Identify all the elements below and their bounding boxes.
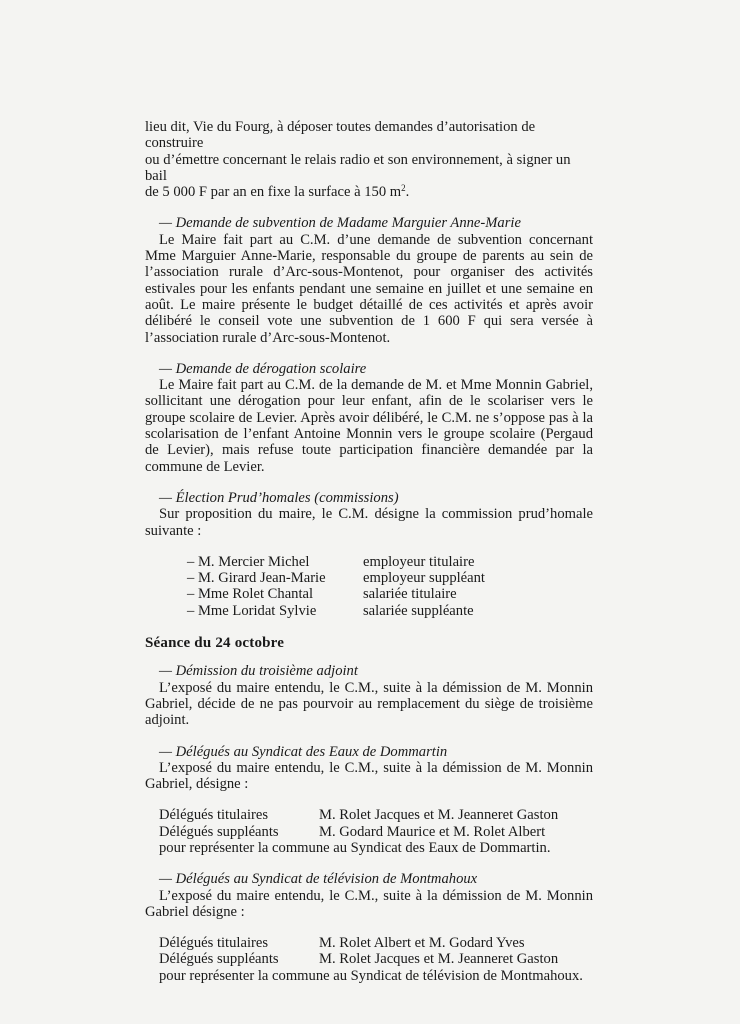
delegate-value: M. Rolet Jacques et M. Jeanneret Gaston	[319, 951, 559, 968]
intro-line-3	[145, 184, 593, 200]
list-item	[187, 603, 593, 619]
section-subvention	[145, 215, 593, 345]
member-role: employeur titulaire	[363, 553, 475, 570]
section-demission	[145, 663, 593, 728]
section-title: — Élection Prud’homales (commissions)	[159, 489, 399, 506]
member-name: – Mme Loridat Sylvie	[187, 602, 317, 619]
intro-superscript: 2	[401, 183, 406, 194]
intro-line-3-text: de 5 000 F par an en fixe la surface à 150 m	[145, 184, 402, 201]
section-title: — Demande de subvention de Madame Marguier Anne-Marie	[159, 215, 521, 232]
intro-line-2: ou d’émettre concernant le relais radio et son environnement, à signer un bail	[145, 151, 571, 184]
member-name: – M. Mercier Michel	[187, 553, 310, 570]
delegate-label: Délégués titulaires	[159, 807, 269, 824]
member-name: – Mme Rolet Chantal	[187, 586, 314, 603]
delegate-label: Délégués suppléants	[159, 951, 279, 968]
delegate-label: Délégués suppléants	[159, 823, 279, 840]
delegates-table	[145, 807, 593, 856]
section-body: Sur proposition du maire, le C.M. désigne la commission prud’homale suivante :	[145, 506, 593, 539]
delegate-value: M. Rolet Albert et M. Godard Yves	[319, 935, 525, 952]
member-role: salariée suppléante	[363, 602, 474, 619]
section-body: Le Maire fait part au C.M. d’une demande de subvention concernant Mme Marguier Anne-Marie, responsable du groupe de parents au sein de l’association rurale d’Arc-sous-Montenot, pour organiser des activités estivales pour les enfants pendant une semaine en juillet et une semaine en août. Le maire présente le budget détaillé de ces activités et après avoir délibéré le conseil vote une subvention de 1 600 F qui sera versée à l’association rurale d’Arc-sous-Montenot.	[145, 231, 593, 346]
delegates-closing: pour représenter la commune au Syndicat de télévision de Montmahoux.	[159, 967, 583, 984]
section-title: — Délégués au Syndicat de télévision de Montmahoux	[159, 871, 478, 888]
document-body	[145, 119, 593, 984]
section-election	[145, 490, 593, 619]
section-body: Le Maire fait part au C.M. de la demande de M. et Mme Monnin Gabriel, sollicitant une dérogation pour leur enfant, afin de le scolariser vers le groupe scolaire de Levier. Après avoir délibéré, le C.M. ne s’oppose pas à la scolarisation de l’enfant Antoine Monnin vers le groupe scolaire (Pergaud de Levier), mais refuse toute participation financière demandée par la commune de Levier.	[145, 377, 593, 475]
delegates-closing: pour représenter la commune au Syndicat des Eaux de Dommartin.	[159, 839, 551, 856]
member-role: salariée titulaire	[363, 586, 457, 603]
member-role: employeur suppléant	[363, 570, 485, 587]
intro-line-3-end: .	[405, 184, 410, 201]
table-row	[159, 807, 593, 823]
seance-heading: Séance du 24 octobre	[145, 635, 285, 652]
intro-paragraph	[145, 119, 593, 200]
list-item	[187, 586, 593, 602]
section-derogation	[145, 361, 593, 475]
delegates-table	[145, 935, 593, 984]
list-item	[187, 570, 593, 586]
table-row	[159, 935, 593, 951]
table-row	[159, 951, 593, 967]
section-title: — Demande de dérogation scolaire	[159, 360, 367, 377]
section-body: L’exposé du maire entendu, le C.M., suite à la démission de M. Monnin Gabriel désigne :	[145, 887, 593, 920]
section-body: L’exposé du maire entendu, le C.M., suite à la démission de M. Monnin Gabriel, décide de ne pas pourvoir au remplacement du siège de troisième adjoint.	[145, 679, 593, 729]
section-eaux	[145, 744, 593, 857]
table-row	[159, 824, 593, 840]
member-name: – M. Girard Jean-Marie	[187, 570, 326, 587]
intro-line-1: lieu dit, Vie du Fourg, à déposer toutes demandes d’autorisation de construire	[145, 119, 536, 152]
section-body: L’exposé du maire entendu, le C.M., suite à la démission de M. Monnin Gabriel, désigne :	[145, 759, 593, 793]
delegate-label: Délégués titulaires	[159, 935, 269, 952]
list-item	[187, 554, 593, 570]
delegate-value: M. Godard Maurice et M. Rolet Albert	[319, 823, 546, 840]
section-title: — Démission du troisième adjoint	[159, 663, 358, 680]
commission-list	[145, 554, 593, 619]
delegate-value: M. Rolet Jacques et M. Jeanneret Gaston	[319, 807, 559, 824]
section-title: — Délégués au Syndicat des Eaux de Dommartin	[159, 743, 448, 760]
section-television	[145, 871, 593, 984]
